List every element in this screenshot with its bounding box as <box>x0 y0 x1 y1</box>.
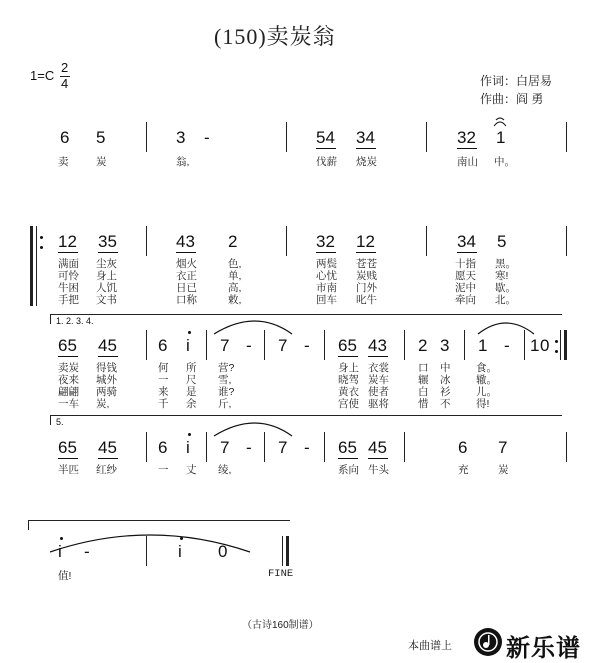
lyric: 炭, <box>96 398 110 410</box>
lyric: 斤, <box>218 398 232 410</box>
note: 7 <box>220 336 230 355</box>
lyric: 惜 <box>418 398 429 410</box>
note: 12 <box>58 232 77 251</box>
slur <box>214 423 292 436</box>
barline <box>264 432 265 462</box>
high-dot <box>188 433 191 436</box>
underline <box>98 458 118 459</box>
note: 1 <box>496 128 506 147</box>
lyric: 炭车 <box>368 374 389 386</box>
lyric: 歇。 <box>495 282 516 294</box>
barline <box>404 432 405 462</box>
lyric: 牵向 <box>455 294 476 306</box>
lyric: 南山 <box>457 156 478 168</box>
lyric: 中。 <box>494 156 515 168</box>
note: 6 <box>458 438 468 457</box>
lyric: 尺 <box>186 374 197 386</box>
note: 32 <box>457 128 476 147</box>
lyric: 系向 <box>338 464 359 476</box>
lyricist-credit: 作词：白居易 <box>480 74 553 88</box>
lyric: 一 <box>158 464 169 476</box>
lyric: 寒! <box>495 270 509 282</box>
lyric: 牛头 <box>368 464 389 476</box>
lyric: 冰 <box>440 374 451 386</box>
lyric: 充 <box>458 464 469 476</box>
volta-bracket-left <box>50 415 51 425</box>
note: 7 <box>498 438 508 457</box>
note: 32 <box>316 232 335 251</box>
volta-bracket <box>28 520 290 521</box>
lyric: 两鬓 <box>316 258 337 270</box>
high-dot <box>180 537 183 540</box>
logo-icon <box>474 628 502 656</box>
lyric: 尘灰 <box>96 258 117 270</box>
note: 5 <box>497 232 507 251</box>
lyric: 衣裳 <box>368 362 389 374</box>
barline <box>324 432 325 462</box>
note: 3 <box>176 128 186 147</box>
note: 5 <box>96 128 106 147</box>
lyric: 红纱 <box>96 464 117 476</box>
time-signature-bottom: 4 <box>61 76 69 91</box>
composer-credit: 作曲：阎 勇 <box>480 92 544 106</box>
note: 6 <box>158 438 168 457</box>
note: - <box>246 438 252 457</box>
lyric: 伐薪 <box>316 156 337 168</box>
lyric: 中 <box>440 362 451 374</box>
note: 0 <box>540 336 550 355</box>
note: 12 <box>356 232 375 251</box>
note: - <box>304 336 310 355</box>
note: 0 <box>218 542 228 561</box>
barline <box>146 432 147 462</box>
lyric: 宫使 <box>338 398 359 410</box>
lyric: 谁? <box>218 386 235 398</box>
lyric: 余 <box>186 398 197 410</box>
lyric: 翩翩 <box>58 386 79 398</box>
lyric: 黄衣 <box>338 386 359 398</box>
lyric: 衣正 <box>176 270 197 282</box>
lyric: 口 <box>418 362 429 374</box>
lyric: 日已 <box>176 282 197 294</box>
lyric: 可怜 <box>58 270 79 282</box>
volta-label: 5. <box>56 417 64 427</box>
note: 7 <box>278 336 288 355</box>
lyric: 城外 <box>96 374 117 386</box>
lyric: 所 <box>186 362 197 374</box>
lyric: 炭 <box>498 464 509 476</box>
lyric: 手把 <box>58 294 79 306</box>
lyric: 泥中 <box>455 282 476 294</box>
note: 43 <box>176 232 195 251</box>
lyric: 身上 <box>338 362 359 374</box>
lyric: 得! <box>476 398 490 410</box>
lyric: 苍苍 <box>356 258 377 270</box>
note: 65 <box>58 336 77 355</box>
key-signature: 1=C <box>30 68 55 83</box>
lyric: 雪, <box>218 374 232 386</box>
lyric: 敕, <box>228 294 242 306</box>
lyric: 黑。 <box>495 258 516 270</box>
fine-marker: FINE <box>268 568 294 580</box>
note: 65 <box>338 336 357 355</box>
lyric: 高, <box>228 282 242 294</box>
lyric: 不 <box>440 398 451 410</box>
lyric: 色, <box>228 258 242 270</box>
footer-note: （古诗160制谱） <box>242 620 319 631</box>
lyric: 回车 <box>316 294 337 306</box>
note: - <box>504 336 510 355</box>
lyric: 辙。 <box>476 374 497 386</box>
underline <box>368 458 388 459</box>
note: - <box>84 542 90 561</box>
note: 54 <box>316 128 335 147</box>
lyric: 半匹 <box>58 464 79 476</box>
note: 3 <box>440 336 450 355</box>
lyric: 身上 <box>96 270 117 282</box>
lyric: 门外 <box>356 282 377 294</box>
note: 2 <box>418 336 428 355</box>
lyric: 得钱 <box>96 362 117 374</box>
lyric: 晓驾 <box>338 374 359 386</box>
lyric: 衫 <box>440 386 451 398</box>
underline <box>58 458 78 459</box>
lyric: 卖炭 <box>58 362 79 374</box>
watermark-prefix: 本曲谱上 <box>408 640 452 652</box>
lyric: 市南 <box>316 282 337 294</box>
lyric: 何 <box>158 362 169 374</box>
barline <box>206 432 207 462</box>
note: 7 <box>278 438 288 457</box>
note: i <box>186 438 190 457</box>
volta-label: 1. 2. 3. 4. <box>56 316 94 326</box>
lyric: 叱牛 <box>356 294 377 306</box>
barline <box>566 432 567 462</box>
lyric: 辗 <box>418 374 429 386</box>
note: i <box>58 542 62 561</box>
note: - <box>304 438 310 457</box>
lyric: 使者 <box>368 386 389 398</box>
note: 34 <box>356 128 375 147</box>
note: i <box>178 542 182 561</box>
lyric: 文书 <box>96 294 117 306</box>
lyric: 翁, <box>176 156 190 168</box>
note: 2 <box>228 232 238 251</box>
barline <box>146 536 147 566</box>
slur <box>496 118 504 120</box>
lyric: 烟火 <box>176 258 197 270</box>
note: 6 <box>158 336 168 355</box>
final-barline-thick <box>286 536 289 566</box>
lyric: 口称 <box>176 294 197 306</box>
note: 35 <box>98 232 117 251</box>
lyric: 两骑 <box>96 386 117 398</box>
lyric: 是 <box>186 386 197 398</box>
lyric: 驱将 <box>368 398 389 410</box>
slur <box>494 122 506 126</box>
lyric: 一车 <box>58 398 79 410</box>
lyric: 千 <box>158 398 169 410</box>
lyric: 炭 <box>96 156 107 168</box>
lyric: 愿天 <box>455 270 476 282</box>
lyric: 心忧 <box>316 270 337 282</box>
final-barline-thin <box>282 536 283 566</box>
lyric: 十指 <box>455 258 476 270</box>
volta-bracket-left <box>28 520 29 530</box>
underline <box>338 458 358 459</box>
lyric: 值! <box>58 570 72 582</box>
brand-name: 新乐谱 <box>506 635 581 662</box>
lyric: 绫, <box>218 464 232 476</box>
high-dot <box>60 537 63 540</box>
lyric: 单, <box>228 270 242 282</box>
note: 7 <box>220 438 230 457</box>
lyric: 夜来 <box>58 374 79 386</box>
lyric: 北。 <box>495 294 516 306</box>
lyric: 烧炭 <box>356 156 377 168</box>
lyric: 人饥 <box>96 282 117 294</box>
lyric: 食。 <box>476 362 497 374</box>
lyric: 丈 <box>186 464 197 476</box>
note: - <box>246 336 252 355</box>
note: 65 <box>338 438 357 457</box>
lyric: 白 <box>418 386 429 398</box>
volta-bracket <box>50 415 562 416</box>
note: 6 <box>60 128 70 147</box>
note: 65 <box>58 438 77 457</box>
note: 45 <box>98 438 117 457</box>
slur <box>478 323 534 334</box>
page-title: (150)卖炭翁 <box>214 24 336 49</box>
note: 34 <box>457 232 476 251</box>
music-note-icon <box>474 628 502 656</box>
note: 45 <box>98 336 117 355</box>
lyric: 来 <box>158 386 169 398</box>
lyric: 炭贱 <box>356 270 377 282</box>
note: - <box>204 128 210 147</box>
lyric: 一 <box>158 374 169 386</box>
note: 43 <box>368 336 387 355</box>
lyric: 满面 <box>58 258 79 270</box>
note: i <box>186 336 190 355</box>
lyric: 卖 <box>58 156 69 168</box>
note: 1 <box>478 336 488 355</box>
note: 45 <box>368 438 387 457</box>
note: 1 <box>530 336 540 355</box>
lyric: 儿。 <box>476 386 497 398</box>
time-signature-top: 2 <box>61 60 69 75</box>
lyric: 牛困 <box>58 282 79 294</box>
slur <box>214 321 292 334</box>
lyric: 营? <box>218 362 235 374</box>
